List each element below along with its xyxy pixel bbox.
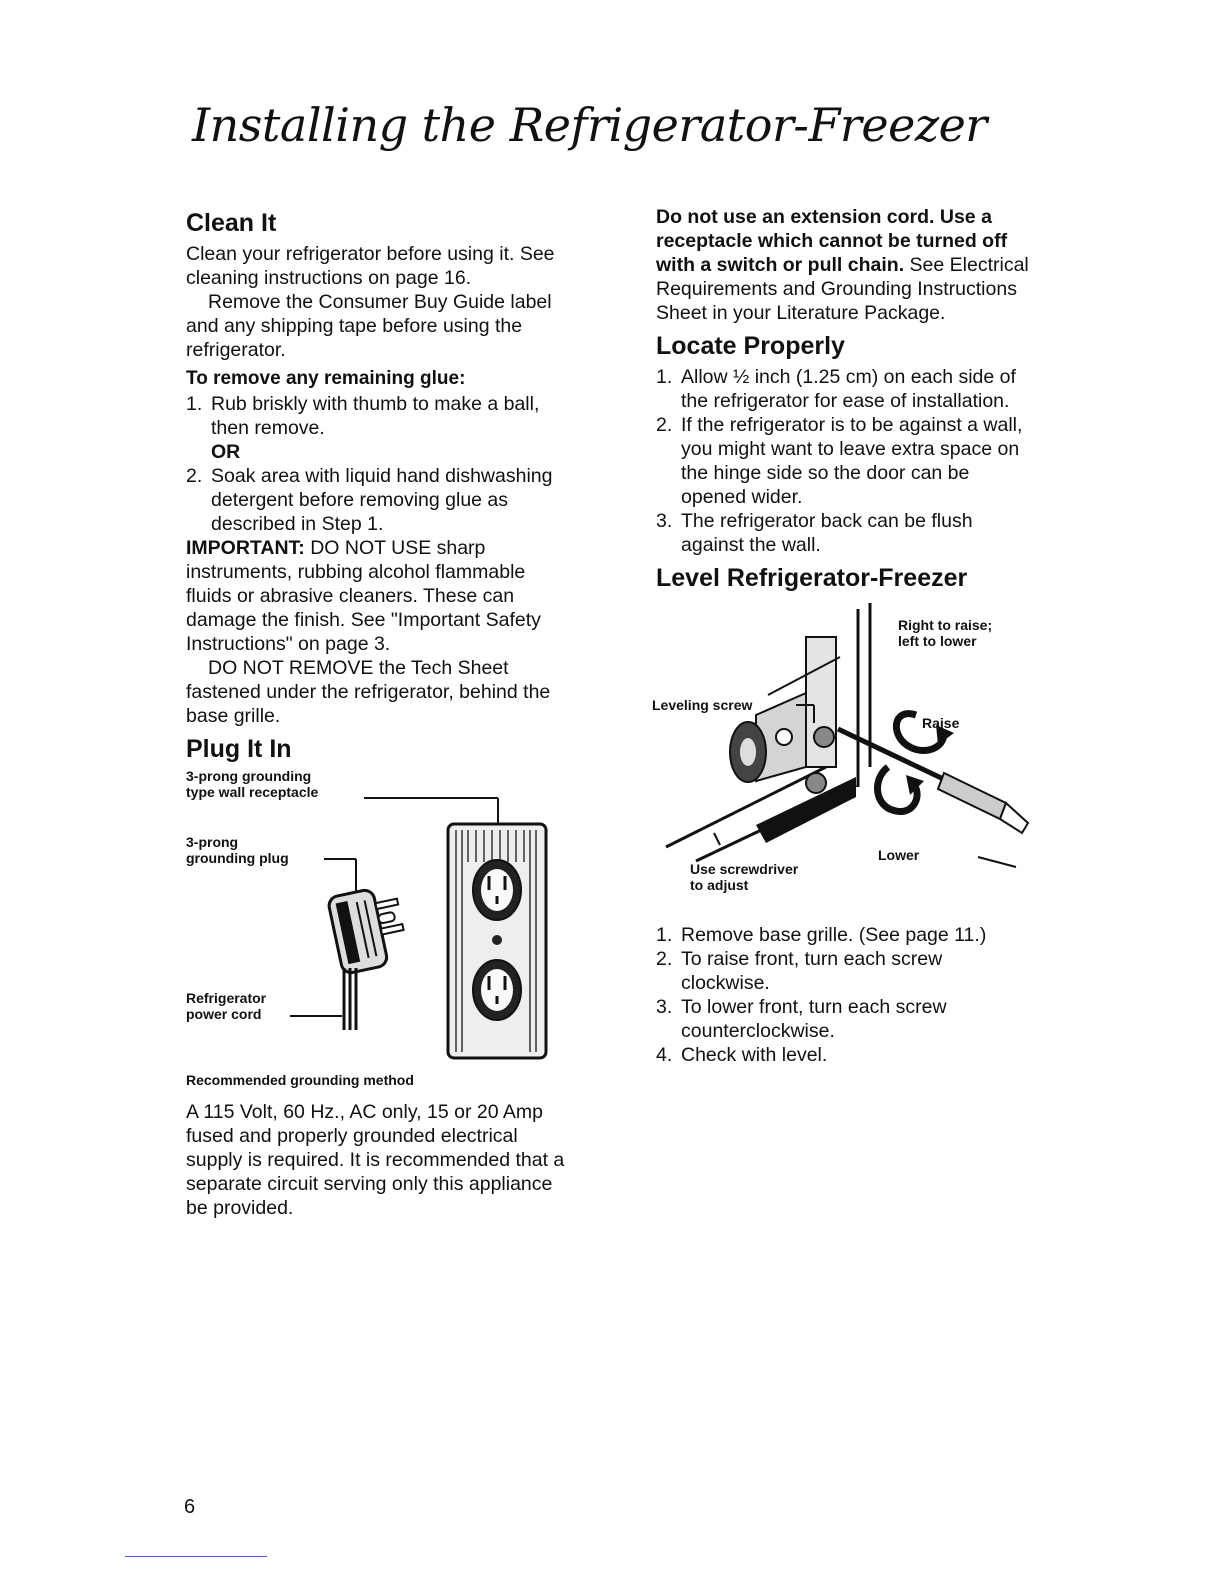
right-left-label: Right to raise; left to lower bbox=[898, 617, 993, 649]
list-text: To raise front, turn each screw clockwise. bbox=[681, 948, 943, 994]
locate-list bbox=[656, 365, 1036, 557]
important-text: DO NOT USE sharp instruments, rubbing alcohol flammable fluids or abrasive cleaners. These can damage the finish. See "Important Safety Instructions" on page 3. bbox=[186, 537, 541, 655]
list-text: Check with level. bbox=[681, 1044, 828, 1066]
level-list bbox=[656, 923, 1036, 1067]
list-item bbox=[656, 1043, 1036, 1067]
list-number: 2. bbox=[656, 948, 673, 970]
list-item bbox=[656, 413, 1036, 509]
page-number: 6 bbox=[184, 1496, 196, 1518]
divider bbox=[125, 1556, 267, 1557]
list-item bbox=[656, 365, 1036, 413]
page-title: Installing the Refrigerator-Freezer bbox=[192, 98, 987, 152]
important-label: IMPORTANT: bbox=[186, 537, 305, 559]
list-number: 2. bbox=[656, 414, 673, 436]
list-text: Allow ½ inch (1.25 cm) on each side of the refrigerator for ease of installation. bbox=[681, 366, 1016, 412]
list-item bbox=[656, 923, 1036, 947]
glue-heading: To remove any remaining glue: bbox=[186, 368, 466, 389]
list-item bbox=[656, 995, 1036, 1043]
plug-paragraph: A 115 Volt, 60 Hz., AC only, 15 or 20 Amp fused and properly grounded electrical supply is required. It is recommended that a separate circuit serving only this appliance be provided. bbox=[186, 1101, 565, 1219]
list-number: 2. bbox=[186, 465, 203, 487]
important-paragraph bbox=[186, 536, 566, 656]
locate-heading: Locate Properly bbox=[656, 332, 845, 360]
list-text: Soak area with liquid hand dishwashing detergent before removing glue as described in Step 1. bbox=[211, 465, 553, 535]
list-number: 3. bbox=[656, 510, 673, 532]
clean-paragraph-1: Clean your refrigerator before using it. See cleaning instructions on page 16. bbox=[186, 243, 555, 289]
left-column bbox=[186, 208, 566, 1220]
glue-steps bbox=[186, 392, 566, 536]
list-text: If the refrigerator is to be against a wall, you might want to leave extra space on the hinge side so the door can be opened wider. bbox=[681, 414, 1023, 508]
cord-label: Refrigerator power cord bbox=[186, 990, 267, 1022]
list-item bbox=[186, 392, 566, 464]
figure-caption: Recommended grounding method bbox=[186, 1072, 414, 1088]
list-text: To lower front, turn each screw counterclockwise. bbox=[681, 996, 947, 1042]
warning-bold: Do not use an extension cord. Use a receptacle which cannot be turned off with a switch or pull chain. bbox=[656, 206, 1008, 276]
level-figure bbox=[652, 597, 1036, 907]
plug-heading: Plug It In bbox=[186, 735, 292, 763]
plug-illustration bbox=[186, 768, 566, 1068]
clean-paragraph-3: DO NOT REMOVE the Tech Sheet fastened under the refrigerator, behind the base grille. bbox=[186, 657, 551, 727]
clean-paragraph-2: Remove the Consumer Buy Guide label and any shipping tape before using the refrigerator. bbox=[186, 291, 552, 361]
list-number: 3. bbox=[656, 996, 673, 1018]
list-item bbox=[656, 947, 1036, 995]
extension-warning bbox=[656, 205, 1036, 325]
list-number: 1. bbox=[186, 393, 203, 415]
receptacle-label: 3-prong grounding type wall receptacle bbox=[186, 768, 319, 800]
list-text: The refrigerator back can be flush against the wall. bbox=[681, 510, 973, 556]
level-heading: Level Refrigerator-Freezer bbox=[656, 564, 968, 592]
plug-label: 3-prong grounding plug bbox=[186, 834, 289, 866]
clean-heading: Clean It bbox=[186, 209, 277, 237]
list-number: 4. bbox=[656, 1044, 673, 1066]
lower-label: Lower bbox=[878, 847, 920, 863]
use-screwdriver-label: Use screwdriver to adjust bbox=[690, 861, 799, 893]
list-number: 1. bbox=[656, 924, 673, 946]
list-item bbox=[186, 464, 566, 536]
list-text: Remove base grille. (See page 11.) bbox=[681, 924, 987, 946]
right-column bbox=[652, 205, 1036, 1067]
list-text: Rub briskly with thumb to make a ball, then remove. bbox=[211, 393, 540, 439]
or-label: OR bbox=[211, 441, 241, 463]
warning-text: See Electrical Requirements and Grounding Instructions Sheet in your Literature Package. bbox=[656, 254, 1029, 324]
raise-label: Raise bbox=[922, 715, 960, 731]
plug-figure bbox=[186, 768, 566, 1068]
list-number: 1. bbox=[656, 366, 673, 388]
leveling-screw-label: Leveling screw bbox=[652, 697, 753, 713]
list-item bbox=[656, 509, 1036, 557]
